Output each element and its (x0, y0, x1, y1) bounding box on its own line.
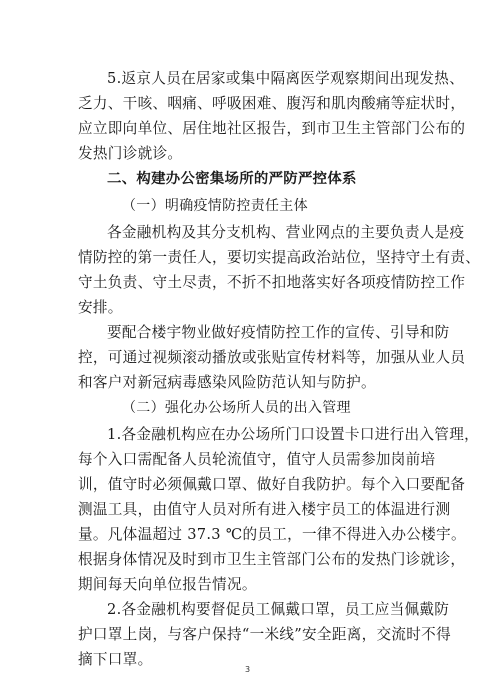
paragraph-item-1 (78, 422, 479, 597)
text-line: 量。凡体温超过 37.3 ℃的员工，一律不得进入办公楼宇。 (78, 526, 466, 543)
text-line: 测温工具，由值守人员对所有进入楼宇员工的体温进行测 (78, 501, 451, 518)
section-heading: 二、构建办公密集场所的严防严控体系 (107, 171, 357, 187)
text-line: 控，可通过视频滚动播放或张贴宣传材料等，加强从业人员 (78, 349, 466, 366)
text-line: 乏力、干咳、咽痛、呼吸困难、腹泻和肌肉酸痛等症状时， (78, 95, 466, 112)
text-line: 5.返京人员在居家或集中隔离医学观察期间出现发热、 (107, 70, 465, 87)
text-line: 发热门诊就诊。 (78, 145, 183, 162)
paragraph-item-2 (78, 597, 451, 672)
text-line: 情防控的第一责任人，要切实提高政治站位，坚持守土有责、 (78, 249, 481, 266)
paragraph-item-5 (78, 66, 466, 166)
subsection-heading-1: （一）明确疫情防控责任主体 (122, 198, 308, 214)
page-number: 3 (244, 665, 251, 674)
text-line: 安排。 (78, 299, 123, 316)
document-body (78, 66, 481, 672)
text-line: 守土负责、守土尽责，不折不扣地落实好各项疫情防控工作 (78, 274, 466, 291)
text-line: 要配合楼宇物业做好疫情防控工作的宣传、引导和防 (107, 324, 450, 341)
text-line: 训，值守时必须佩戴口罩、做好自我防护。每个入口要配备 (78, 476, 466, 493)
paragraph-building (78, 320, 466, 395)
text-line: 各金融机构及其分支机构、营业网点的主要负责人是疫 (107, 224, 465, 241)
text-line: 期间每天向单位报告情况。 (78, 576, 257, 593)
text-line: 1.各金融机构应在办公场所门口设置卡口进行出入管理， (107, 426, 479, 443)
subsection-heading-2: （二）强化办公场所人员的出入管理 (122, 400, 351, 416)
text-line: 应立即向单位、居住地社区报告，到市卫生主管部门公布的 (78, 120, 466, 137)
text-line: 护口罩上岗，与客户保持“一米线”安全距离，交流时不得 (78, 626, 451, 643)
text-line: 摘下口罩。 (78, 651, 153, 668)
text-line: 每个入口需配备人员轮流值守，值守人员需参加岗前培 (78, 451, 436, 468)
text-line: 和客户对新冠病毒感染风险防范认知与防护。 (78, 374, 376, 391)
text-line: 2.各金融机构要督促员工佩戴口罩，员工应当佩戴防 (107, 601, 450, 618)
paragraph-responsibility (78, 220, 481, 320)
text-line: 根据身体情况及时到市卫生主管部门公布的发热门诊就诊， (78, 551, 466, 568)
